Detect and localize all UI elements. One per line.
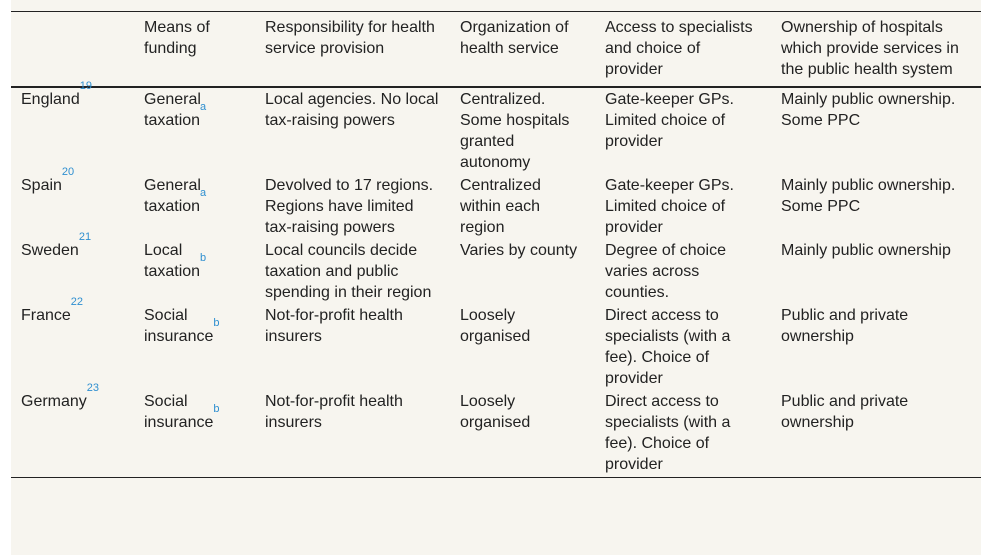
access-cell: Gate-keeper GPs. Limited choice of provider <box>605 177 734 236</box>
header-responsibility: Responsibility for health service provision <box>265 19 435 57</box>
country-cell: Spain$^{20}$ <box>21 166 75 194</box>
health-systems-table <box>11 11 981 478</box>
footnote-link[interactable]: a <box>200 187 207 199</box>
funding-cell: Local taxation$^b$ <box>144 242 207 280</box>
reference-link[interactable]: 21 <box>78 231 92 243</box>
access-cell: Direct access to specialists (with a fee). Choice of provider <box>605 393 731 473</box>
footnote-link[interactable]: b <box>213 317 220 329</box>
organization-cell: Centralized. Some hospitals granted autonomy <box>460 91 570 171</box>
funding-cell: Social insurance$^b$ <box>144 307 220 345</box>
access-cell: Gate-keeper GPs. Limited choice of provider <box>605 91 734 150</box>
ownership-cell: Mainly public ownership. Some PPC <box>781 177 956 215</box>
table-row <box>11 175 981 240</box>
header-ownership: Ownership of hospitals which provide services in the public health system <box>781 19 959 78</box>
country-cell: Germany$^{23}$ <box>21 382 100 410</box>
organization-cell: Loosely organised <box>460 307 531 345</box>
footnote-link[interactable]: a <box>200 101 207 113</box>
table-row <box>11 87 981 175</box>
responsibility-cell: Not-for-profit health insurers <box>265 307 403 345</box>
reference-link[interactable]: 19 <box>79 80 92 92</box>
ownership-cell: Public and private ownership <box>781 393 909 431</box>
ownership-cell: Mainly public ownership <box>781 242 951 259</box>
organization-cell: Loosely organised <box>460 393 531 431</box>
header-means-of-funding: Means of funding <box>144 19 210 57</box>
responsibility-cell: Local councils decide taxation and public spending in their region <box>265 242 432 301</box>
funding-cell: General taxation$^a$ <box>144 177 207 215</box>
funding-cell: Social insurance$^b$ <box>144 393 220 431</box>
country-cell: England$^{19}$ <box>21 80 92 108</box>
access-cell: Direct access to specialists (with a fee). Choice of provider <box>605 307 731 387</box>
header-access: Access to specialists and choice of provider <box>605 19 753 78</box>
country-cell: France$^{22}$ <box>21 296 84 324</box>
ownership-cell: Mainly public ownership. Some PPC <box>781 91 956 129</box>
country-cell: Sweden$^{21}$ <box>21 231 92 259</box>
footnote-link[interactable]: b <box>213 403 220 415</box>
reference-link[interactable]: 22 <box>70 296 84 308</box>
responsibility-cell: Devolved to 17 regions. Regions have limited tax-raising powers <box>265 177 434 236</box>
header-country <box>11 12 134 88</box>
access-cell: Degree of choice varies across counties. <box>605 242 726 301</box>
responsibility-cell: Not-for-profit health insurers <box>265 393 403 431</box>
organization-cell: Varies by county <box>460 242 578 259</box>
table-row <box>11 305 981 391</box>
table-row <box>11 240 981 305</box>
organization-cell: Centralized within each region <box>460 177 541 236</box>
funding-cell: General taxation$^a$ <box>144 91 207 129</box>
reference-link[interactable]: 23 <box>86 382 100 394</box>
table-header-row <box>11 12 981 88</box>
responsibility-cell: Local agencies. No local tax-raising powers <box>265 91 439 129</box>
footnote-link[interactable]: b <box>200 252 207 264</box>
ownership-cell: Public and private ownership <box>781 307 909 345</box>
table-row <box>11 391 981 478</box>
header-organization: Organization of health service <box>460 19 569 57</box>
reference-link[interactable]: 20 <box>61 166 75 178</box>
